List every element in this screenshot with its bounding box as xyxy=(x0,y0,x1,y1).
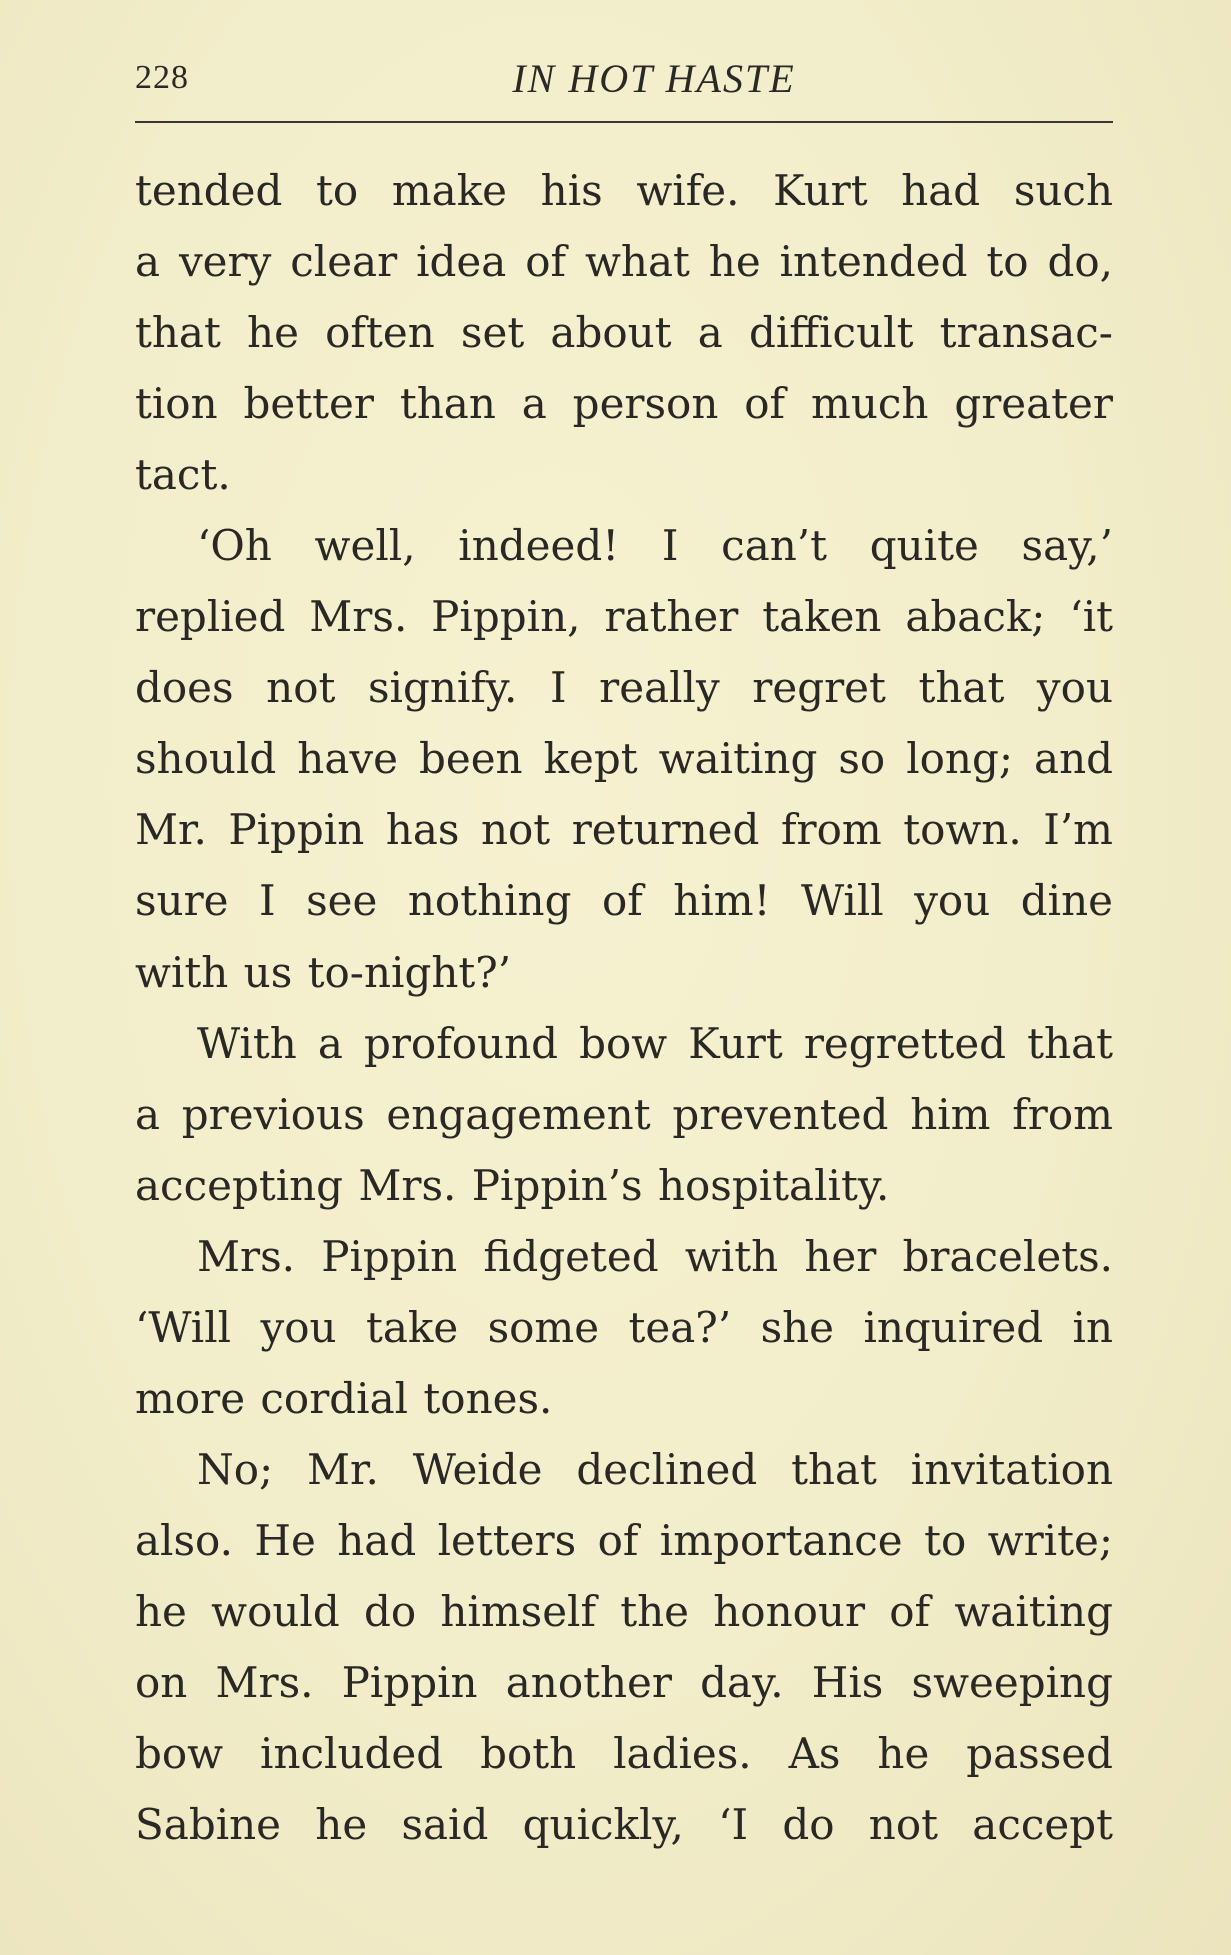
text-line: should have been kept waiting so long; and xyxy=(135,734,1113,784)
text-line: tended to make his wife. Kurt had such xyxy=(135,166,1113,215)
text-line: Mr. Pippin has not returned from town. I’m xyxy=(135,805,1113,855)
text-line: ‘Oh well, indeed! I can’t quite say,’ xyxy=(197,521,1113,571)
text-line: tion better than a person of much greater xyxy=(135,379,1113,429)
text-line: No; Mr. Weide declined that invitation xyxy=(197,1444,1113,1494)
text-line: with us to-night?’ xyxy=(135,947,512,997)
text-line: sure I see nothing of him! Will you dine xyxy=(135,876,1113,926)
text-line: Sabine he said quickly, ‘I do not accept xyxy=(135,1800,1113,1850)
text-line: ‘Will you take some tea?’ she inquired in xyxy=(135,1302,1113,1352)
running-title: IN HOT HASTE xyxy=(512,56,796,101)
text-line: tact. xyxy=(135,450,231,500)
text-line: replied Mrs. Pippin, rather taken aback; ‘it xyxy=(135,592,1113,642)
text-line: accepting Mrs. Pippin’s hospitality. xyxy=(135,1160,890,1210)
text-line: also. He had letters of importance to write; xyxy=(135,1515,1113,1565)
text-line: a previous engagement prevented him from xyxy=(135,1089,1113,1139)
text-line: more cordial tones. xyxy=(135,1373,553,1423)
text-line: does not signify. I really regret that you xyxy=(135,663,1113,713)
text-line: on Mrs. Pippin another day. His sweeping xyxy=(135,1657,1113,1707)
page-number: 228 xyxy=(135,59,189,96)
body-text xyxy=(135,155,1113,1860)
text-line: bow included both ladies. As he passed xyxy=(135,1729,1113,1779)
header-rule xyxy=(135,121,1113,123)
page-header xyxy=(135,55,1113,115)
text-line: he would do himself the honour of waiting xyxy=(135,1586,1113,1636)
text-line: Mrs. Pippin fidgeted with her bracelets. xyxy=(197,1231,1113,1281)
text-line: that he often set about a difficult transac- xyxy=(135,308,1113,358)
text-line: a very clear idea of what he intended to do, xyxy=(135,237,1113,287)
text-line: With a profound bow Kurt regretted that xyxy=(197,1018,1113,1068)
